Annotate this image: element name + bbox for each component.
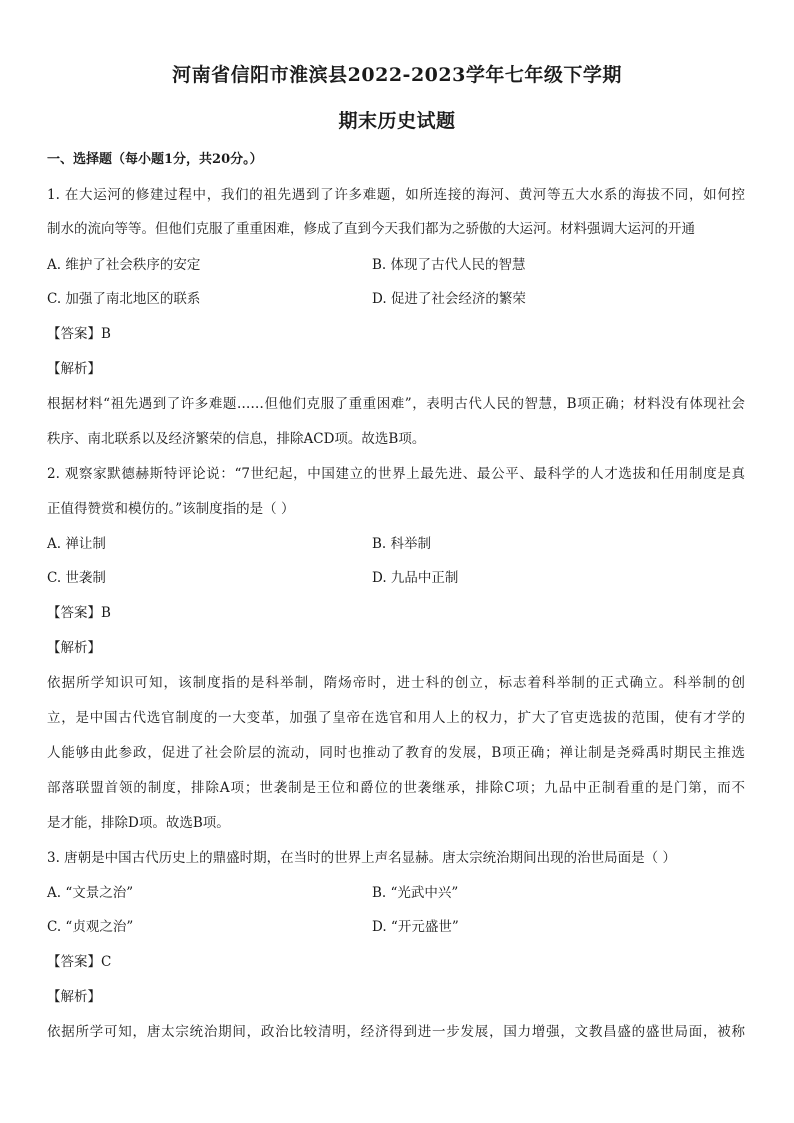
q3-option-a: A. “文景之治” — [47, 885, 134, 901]
q1-option-b: B. 体现了古代人民的智慧 — [372, 257, 526, 273]
q2-analysis-line1: 依据所学知识可知，该制度指的是科举制，隋炀帝时，进士科的创立，标志着科举制的正式确立。科举制的创 — [47, 675, 745, 691]
q2-option-b: B. 科举制 — [372, 536, 432, 552]
q3-analysis-heading: 【解析】 — [47, 989, 101, 1005]
q2-analysis-line3: 人能够由此参政，促进了社会阶层的流动，同时也推动了教育的发展，B项正确；禅让制是尧舜禹时期民主推选 — [47, 745, 745, 761]
q2-analysis-line5: 是才能，排除D项。故选B项。 — [47, 815, 230, 831]
q1-analysis-line2: 秩序、南北联系以及经济繁荣的信息，排除ACD项。故选B项。 — [47, 431, 426, 447]
q3-answer: 【答案】C — [47, 954, 112, 970]
q3-analysis-line1: 依据所学可知，唐太宗统治期间，政治比较清明，经济得到进一步发展，国力增强，文教昌盛的盛世局面，被称 — [47, 1024, 745, 1040]
q2-option-d: D. 九品中正制 — [372, 570, 459, 586]
q1-stem-line1: 1. 在大运河的修建过程中，我们的祖先遇到了许多难题，如所连接的海河、黄河等五大水系的海拔不同，如何控 — [47, 187, 745, 203]
q2-option-a: A. 禅让制 — [47, 536, 106, 552]
q1-option-c: C. 加强了南北地区的联系 — [47, 291, 201, 307]
page-title: 河南省信阳市淮滨县2022-2023学年七年级下学期 — [172, 64, 622, 86]
q3-option-d: D. “开元盛世” — [372, 919, 459, 935]
q1-option-a: A. 维护了社会秩序的安定 — [47, 257, 201, 273]
q1-analysis-heading: 【解析】 — [47, 361, 101, 377]
q2-answer: 【答案】B — [47, 605, 111, 621]
q3-stem-line1: 3. 唐朝是中国古代历史上的鼎盛时期，在当时的世界上声名显赫。唐太宗统治期间出现的治世局面是（ ） — [47, 850, 676, 866]
q2-stem-line2: 正值得赞赏和模仿的。”该制度指的是（ ） — [47, 501, 295, 517]
q2-stem-line1: 2. 观察家默德赫斯特评论说：“7世纪起，中国建立的世界上最先进、最公平、最科学的人才选拔和任用制度是真 — [47, 466, 745, 482]
q2-option-c: C. 世袭制 — [47, 570, 106, 586]
q3-option-c: C. “贞观之治” — [47, 919, 134, 935]
q2-analysis-line4: 部落联盟首领的制度，排除A项；世袭制是王位和爵位的世袭继承，排除C项；九品中正制看重的是门第，而不 — [47, 780, 745, 796]
q1-analysis-line1: 根据材料“祖先遇到了许多难题……但他们克服了重重困难”，表明古代人民的智慧，B项正确；材料没有体现社会 — [47, 396, 745, 412]
q1-option-d: D. 促进了社会经济的繁荣 — [372, 291, 526, 307]
q2-analysis-heading: 【解析】 — [47, 640, 101, 656]
q2-analysis-line2: 立，是中国古代选官制度的一大变革，加强了皇帝在选官和用人上的权力，扩大了官吏选拔的范围，使有才学的 — [47, 710, 745, 726]
page-subtitle: 期末历史试题 — [338, 110, 456, 132]
q1-answer: 【答案】B — [47, 326, 111, 342]
q3-option-b: B. “光武中兴” — [372, 885, 459, 901]
q1-stem-line2: 制水的流向等等。但他们克服了重重困难，修成了直到今天我们都为之骄傲的大运河。材料强调大运河的开通 — [47, 221, 695, 237]
section-heading: 一、选择题（每小题1分，共20分。） — [47, 152, 263, 167]
